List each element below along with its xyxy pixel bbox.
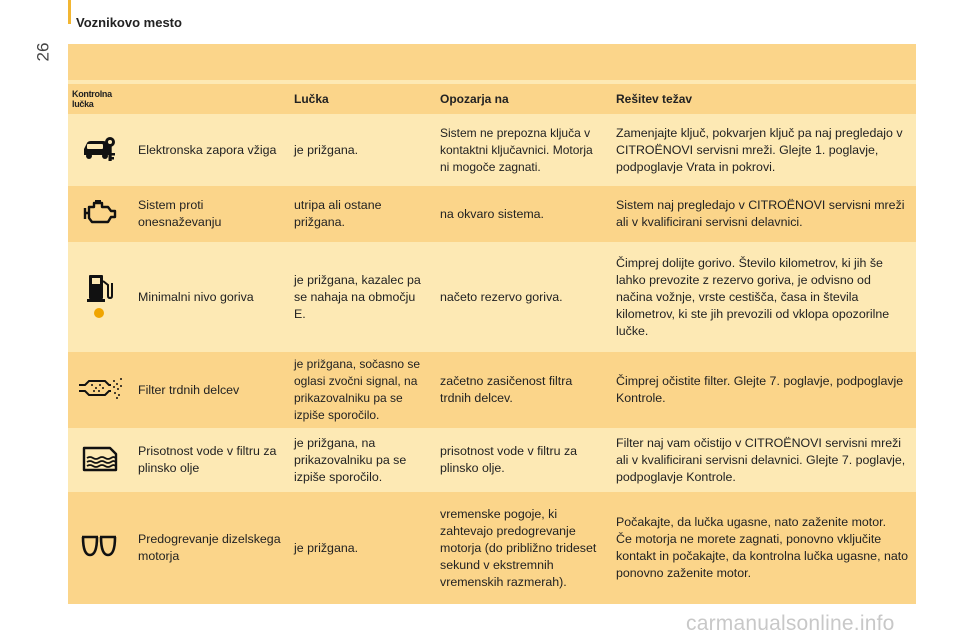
- warning-lamps-panel: [68, 44, 916, 592]
- table-row: [68, 244, 916, 350]
- table-row: [68, 116, 916, 184]
- table-row: [68, 186, 916, 242]
- table-row: [68, 492, 916, 604]
- lamp-warns: Sistem ne prepozna ključa v kontaktni ključavnici. Motorja ni mogoče zagnati.: [434, 116, 610, 184]
- lamp-warns: načeto rezervo goriva.: [434, 244, 610, 350]
- water-in-fuel-icon: [80, 444, 120, 472]
- header-lucka: Lučka: [288, 84, 434, 114]
- lamp-solution: Sistem naj pregledajo v CITROËNOVI servisni mreži ali v kvalificirani servisni delavnici.: [610, 186, 916, 242]
- lamp-name: Elektronska zapora vžiga: [132, 116, 288, 184]
- lamp-state: je prižgana.: [288, 116, 434, 184]
- lamp-warns: prisotnost vode v filtru za plinsko olje.: [434, 430, 610, 490]
- lamp-solution: Zamenjajte ključ, pokvarjen ključ pa naj pregledajo v CITROËNOVI servisni mreži. Glejte 1. poglavje, podpoglavje Vrata in pokrovi.: [610, 116, 916, 184]
- header-kontrolna-lucka: Kontrolna lučka: [68, 84, 132, 114]
- lamp-warns: na okvaro sistema.: [434, 186, 610, 242]
- fuel-pump-icon: [85, 271, 115, 319]
- lamp-warns: vremenske pogoje, ki zahtevajo predogrevanje motorja (do približno trideset sekund v ekstremnih vremenskih razmerah).: [434, 492, 610, 604]
- glow-plug-icon: [80, 533, 120, 559]
- engine-icon: [80, 199, 120, 225]
- header-blank: [132, 84, 288, 114]
- section-accent-bar: [68, 0, 71, 24]
- table-header-row: [68, 84, 916, 114]
- lamp-name: Filter trdnih delcev: [132, 352, 288, 428]
- table-row: [68, 430, 916, 490]
- immobiliser-key-icon: [81, 133, 119, 163]
- particle-filter-icon: [77, 375, 123, 401]
- panel-top-band: [68, 44, 916, 80]
- lamp-name: Minimalni nivo goriva: [132, 244, 288, 350]
- watermark: carmanualsonline.info: [686, 612, 895, 635]
- lamp-name: Sistem proti onesnaževanju: [132, 186, 288, 242]
- lamp-warns: začetno zasičenost filtra trdnih delcev.: [434, 352, 610, 428]
- lamp-name: Predogrevanje dizelskega motorja: [132, 492, 288, 604]
- lamp-state: je prižgana.: [288, 492, 434, 604]
- lamp-solution: Čimprej očistite filter. Glejte 7. poglavje, podpoglavje Kontrole.: [610, 352, 916, 428]
- table-row: [68, 352, 916, 428]
- lamp-solution: Počakajte, da lučka ugasne, nato zaženite motor. Če motorja ne morete zagnati, ponovno vključite kontakt in počakajte, da kontrolna lučka ugasne, nato ponovno zaženite motor.: [610, 492, 916, 604]
- header-opozarja-na: Opozarja na: [434, 84, 610, 114]
- section-title: Voznikovo mesto: [76, 15, 182, 30]
- lamp-state: je prižgana, na prikazovalniku pa se izpiše sporočilo.: [288, 430, 434, 490]
- lamp-solution: Čimprej dolijte gorivo. Število kilometrov, ki jih še lahko prevozite z rezervo goriva, je odvisno od načina vožnje, vrste cestišča, časa in števila kilometrov, ki ste jih prevozili od vklopa opozorilne lučke.: [610, 244, 916, 350]
- lamp-state: utripa ali ostane prižgana.: [288, 186, 434, 242]
- lamp-solution: Filter naj vam očistijo v CITROËNOVI servisni mreži ali v kvalificirani servisni delavnici. Glejte 7. poglavje, podpoglavje Kontrole.: [610, 430, 916, 490]
- lamp-name: Prisotnost vode v filtru za plinsko olje: [132, 430, 288, 490]
- lamp-state: je prižgana, sočasno se oglasi zvočni signal, na prikazovalniku pa se izpiše sporočilo.: [288, 352, 434, 428]
- header-resitev-tezav: Rešitev težav: [610, 84, 916, 114]
- warning-lamps-table: [68, 82, 916, 606]
- lamp-state: je prižgana, kazalec pa se nahaja na območju E.: [288, 244, 434, 350]
- page-number: 26: [33, 42, 53, 62]
